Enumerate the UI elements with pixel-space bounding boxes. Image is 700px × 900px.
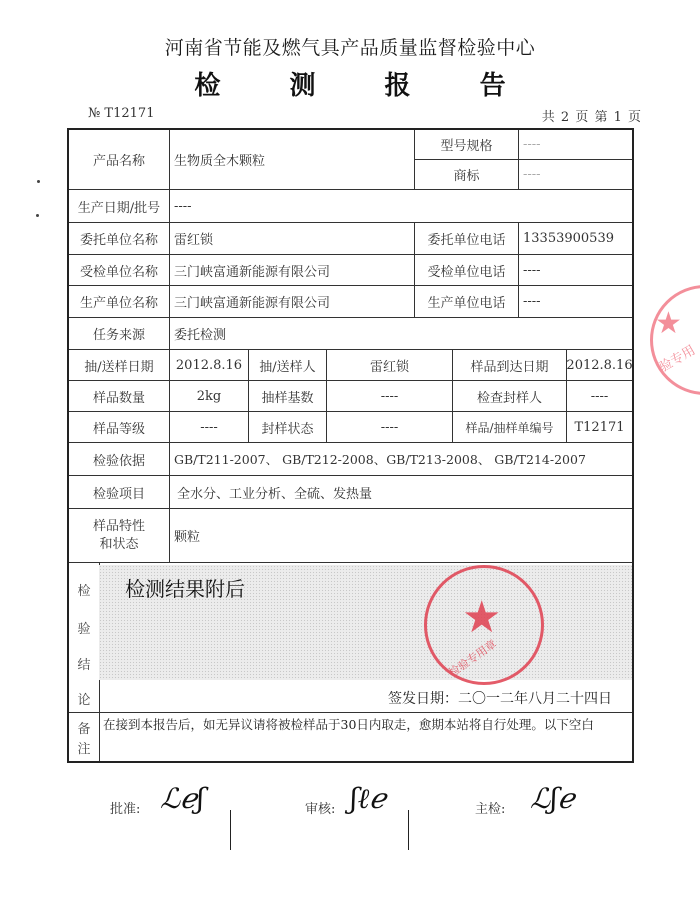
task-source-label: 任务来源 [92,328,145,343]
inspected-phone-label: 受检单位电话 [427,264,506,280]
official-seal [424,565,544,685]
task-source-value: 委托检测 [174,328,227,343]
review-signature: ʃℓℯ [350,782,386,815]
sampling-base-value: ---- [380,388,399,404]
edge-seal-text: 验专用 [656,342,699,376]
quantity-value: 2kg [196,388,222,404]
sample-no-label: 样品/抽样单编号 [465,420,554,435]
producer-name-value: 三门峡富通新能源有限公司 [174,296,331,311]
title-char: 测 [289,71,316,101]
arrival-date-label: 样品到达日期 [470,359,549,375]
sampler-value: 雷红锁 [369,359,409,375]
production-date-value: ---- [174,198,192,214]
basis-label: 检验依据 [92,453,145,469]
title-char: 检 [194,71,221,101]
model-spec-value: ---- [523,137,541,152]
scan-speck [37,180,40,183]
trademark-label: 商标 [453,169,480,184]
organization-title: 河南省节能及燃气具产品质量监督检验中心 [164,37,536,59]
conclusion-label-char: 验 [77,622,91,637]
product-name-value: 生物质全木颗粒 [174,154,266,169]
conclusion-label-char: 结 [77,658,91,673]
client-phone-label: 委托单位电话 [427,233,506,248]
conclusion-label-char: 论 [77,693,91,708]
model-spec-label: 型号规格 [440,139,493,154]
approve-label: 批准: [110,802,141,817]
client-phone-value: 13353900539 [523,231,614,246]
signature-row [0,782,700,850]
title-char: 报 [384,71,411,101]
seal-checker-value: ---- [590,388,609,404]
product-name-label: 产品名称 [92,154,145,169]
sampler-label: 抽/送样人 [259,359,316,375]
producer-name-label: 生产单位名称 [79,296,158,311]
document-title [0,65,700,102]
sample-no-value: T12171 [574,419,625,435]
client-name-value: 雷红锁 [174,233,214,248]
inspected-name-value: 三门峡富通新能源有限公司 [174,264,331,280]
character-label-line: 和状态 [99,536,139,552]
grade-value: ---- [200,419,218,435]
review-label: 审核: [305,802,336,817]
signature-stroke [408,810,409,850]
seal-status-value: ---- [380,419,399,435]
seal-status-label: 封样状态 [261,421,314,437]
inspected-name-label: 受检单位名称 [79,264,158,280]
title-char: 告 [479,71,506,101]
remark-label-char: 注 [77,742,91,757]
edge-seal [650,285,700,395]
seal-text: 检验专用章 [446,637,500,680]
seal-checker-label: 检查封样人 [476,390,542,406]
client-name-label: 委托单位名称 [79,233,158,248]
conclusion-text: 检测结果附后 [125,577,245,601]
conclusion-label-char: 检 [77,584,91,599]
remark-text: 在接到本报告后，如无异议请将被检样品于30日内取走，愈期本站将自行处理。以下空白 [103,717,594,732]
star-icon: ★ [462,592,502,643]
trademark-value: ---- [523,167,541,182]
signature-stroke [230,810,231,850]
scan-speck [36,214,39,217]
issue-date: 签发日期：二〇一二年八月二十四日 [388,691,612,707]
inspector-signature: ℒʃℯ [530,782,575,815]
character-label-line: 样品特性 [92,518,145,534]
producer-phone-value: ---- [523,294,541,309]
producer-phone-label: 生产单位电话 [427,296,506,311]
sampling-base-label: 抽样基数 [261,390,314,406]
items-value: 全水分、工业分析、全硫、发热量 [177,486,373,502]
sample-date-label: 抽/送样日期 [84,359,154,375]
quantity-label: 样品数量 [92,390,145,406]
star-icon: ★ [655,306,682,341]
character-value: 颗粒 [174,530,201,545]
report-table [67,128,634,763]
approve-signature: ℒℯʃ [160,782,205,815]
basis-value: GB/T211-2007、 GB/T212-2008、GB/T213-2008、 GB/T214-2007 [174,452,586,467]
inspector-label: 主检: [475,802,506,817]
remark-label-char: 备 [77,722,91,737]
sample-date-value: 2012.8.16 [175,357,243,373]
production-date-label: 生产日期/批号 [77,200,161,216]
arrival-date-value: 2012.8.16 [566,357,633,373]
grade-label: 样品等级 [92,421,145,437]
character-label [69,509,169,562]
items-label: 检验项目 [92,486,145,502]
page-info: 共 2 页 第 1 页 [541,110,642,125]
inspected-phone-value: ---- [523,262,541,278]
report-number: № T12171 [88,106,155,121]
